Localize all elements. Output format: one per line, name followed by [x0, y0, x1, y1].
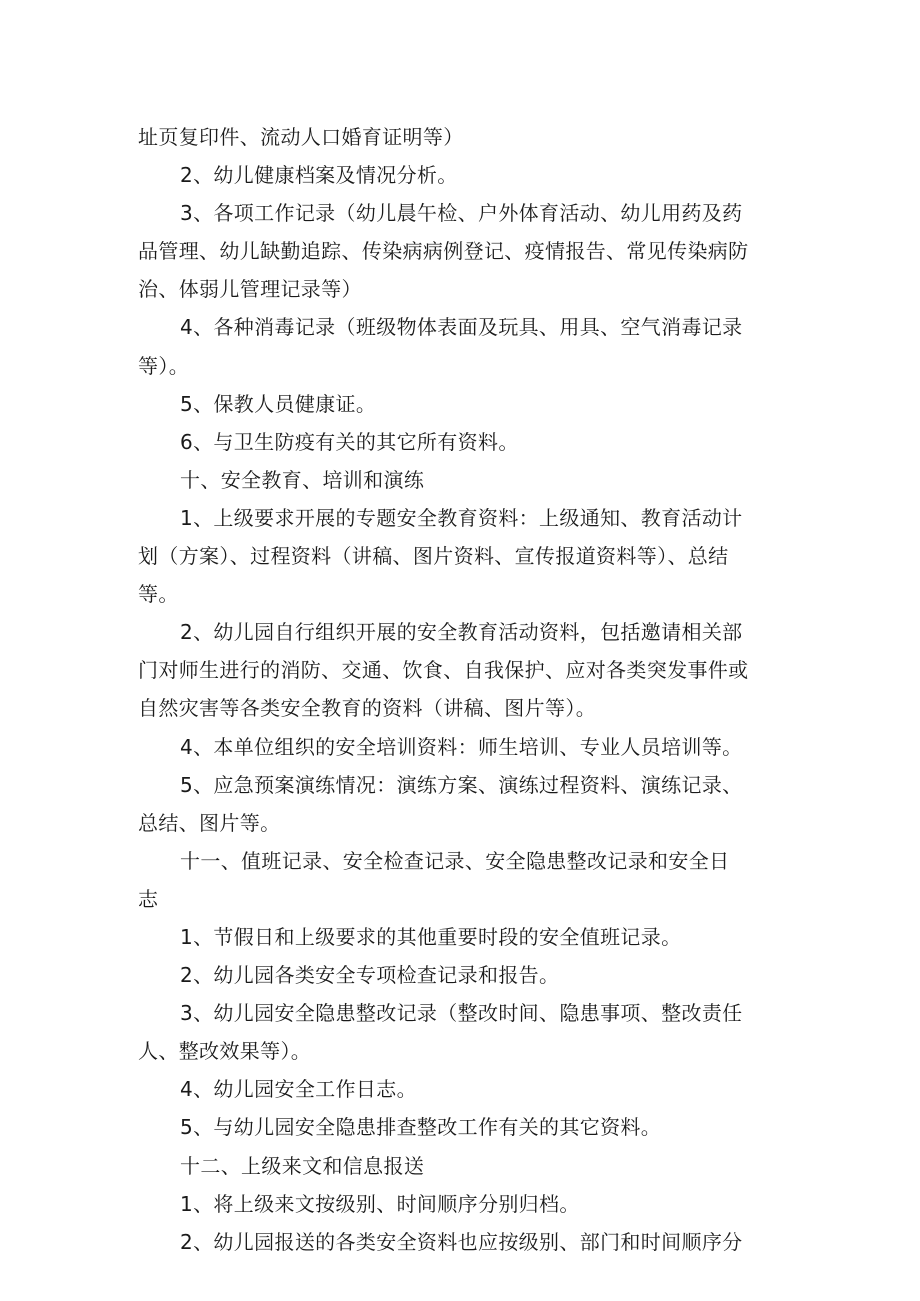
text-line: 自然灾害等各类安全教育的资料（讲稿、图片等）。	[138, 696, 597, 721]
text-line: 治、体弱儿管理记录等）	[138, 277, 362, 302]
text-line: 2、幼儿园报送的各类安全资料也应按级别、部门和时间顺序分	[180, 1229, 743, 1254]
text-line: 志	[138, 886, 159, 911]
text-line: 1、将上级来文按级别、时间顺序分别归档。	[180, 1191, 580, 1216]
text-line: 4、本单位组织的安全培训资料：师生培训、专业人员培训等。	[180, 734, 743, 759]
text-line: 2、幼儿园各类安全专项检查记录和报告。	[180, 963, 560, 988]
text-line: 5、与幼儿园安全隐患排查整改工作有关的其它资料。	[180, 1115, 662, 1140]
text-line: 十、安全教育、培训和演练	[180, 467, 425, 492]
text-line: 3、各项工作记录（幼儿晨午检、户外体育活动、幼儿用药及药	[180, 201, 743, 226]
text-line: 总结、图片等。	[138, 810, 281, 835]
document-body	[138, 118, 788, 1261]
text-line: 5、应急预案演练情况：演练方案、演练过程资料、演练记录、	[180, 772, 743, 797]
text-line: 5、保教人员健康证。	[180, 391, 377, 416]
text-line: 3、幼儿园安全隐患整改记录（整改时间、隐患事项、整改责任	[180, 1001, 743, 1026]
text-line: 2、幼儿园自行组织开展的安全教育活动资料，包括邀请相关部	[180, 620, 743, 645]
text-line: 品管理、幼儿缺勤追踪、传染病病例登记、疫情报告、常见传染病防	[138, 239, 749, 264]
text-line: 划（方案）、过程资料（讲稿、图片资料、宣传报道资料等）、总结	[138, 544, 729, 569]
text-line: 门对师生进行的消防、交通、饮食、自我保护、应对各类突发事件或	[138, 658, 749, 683]
text-line: 等。	[138, 582, 179, 607]
text-line: 十一、值班记录、安全检查记录、安全隐患整改记录和安全日	[180, 848, 730, 873]
text-line: 2、幼儿健康档案及情况分析。	[180, 163, 458, 188]
text-line: 十二、上级来文和信息报送	[180, 1153, 425, 1178]
text-line: 等）。	[138, 353, 190, 378]
text-line: 4、幼儿园安全工作日志。	[180, 1077, 417, 1102]
text-line: 6、与卫生防疫有关的其它所有资料。	[180, 429, 519, 454]
text-line: 1、上级要求开展的专题安全教育资料：上级通知、教育活动计	[180, 505, 743, 530]
text-line: 1、节假日和上级要求的其他重要时段的安全值班记录。	[180, 924, 682, 949]
text-line: 4、各种消毒记录（班级物体表面及玩具、用具、空气消毒记录	[180, 315, 743, 340]
text-line: 址页复印件、流动人口婚育证明等）	[138, 125, 464, 149]
text-line: 人、整改效果等）。	[138, 1039, 312, 1064]
